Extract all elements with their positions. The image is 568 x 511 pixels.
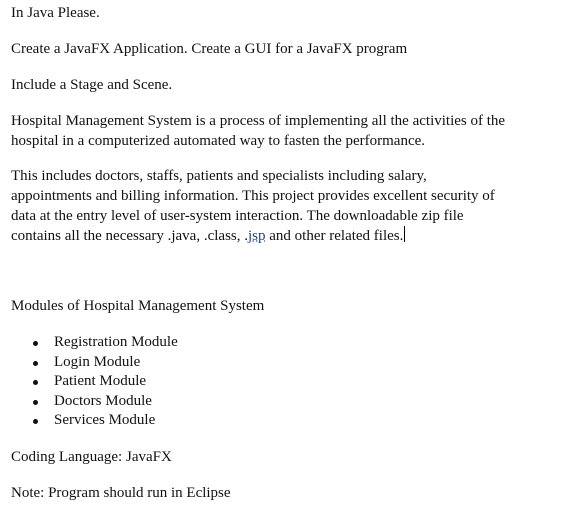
request-line: In Java Please. — [11, 5, 100, 21]
bullet-icon — [33, 341, 38, 346]
jsp-word: jsp — [248, 228, 266, 244]
description-paragraph — [11, 111, 567, 151]
module-label: Registration Module — [54, 334, 178, 350]
text-cursor[interactable] — [404, 226, 405, 242]
bullet-icon — [33, 419, 38, 424]
bullet-icon — [33, 400, 38, 405]
features-line: This includes doctors, staffs, patients and specialists including salary, — [11, 168, 427, 184]
module-label: Services Module — [54, 412, 156, 428]
list-item — [11, 333, 178, 353]
features-paragraph — [11, 166, 567, 246]
list-item — [11, 411, 178, 431]
list-item — [11, 353, 178, 373]
features-line: data at the entry level of user-system interaction. The downloadable zip file — [11, 208, 464, 224]
bullet-icon — [33, 380, 38, 385]
features-line-last — [11, 226, 567, 246]
description-line: hospital in a computerized automated way to fasten the performance. — [11, 133, 426, 149]
list-item — [11, 392, 178, 412]
module-label: Doctors Module — [54, 392, 152, 409]
module-label: Login Module — [54, 353, 141, 370]
requirement-stage-line: Include a Stage and Scene. — [11, 77, 173, 93]
features-text-after-jsp: and other related files. — [265, 228, 404, 244]
coding-language-line: Coding Language: JavaFX — [11, 449, 172, 465]
requirement-gui-line: Create a JavaFX Application. Create a GUI for a JavaFX program — [11, 41, 408, 57]
features-line: appointments and billing information. This project provides excellent security of — [11, 188, 495, 204]
modules-list — [11, 333, 178, 431]
list-item — [11, 372, 178, 392]
modules-heading: Modules of Hospital Management System — [11, 298, 265, 314]
description-line: Hospital Management System is a process of implementing all the activities of the — [11, 113, 506, 129]
module-label: Patient Module — [54, 373, 147, 389]
note-line: Note: Program should run in Eclipse — [11, 485, 231, 501]
bullet-icon — [33, 361, 38, 366]
features-text-before-jsp: contains all the necessary .java, .class, . — [11, 228, 248, 244]
